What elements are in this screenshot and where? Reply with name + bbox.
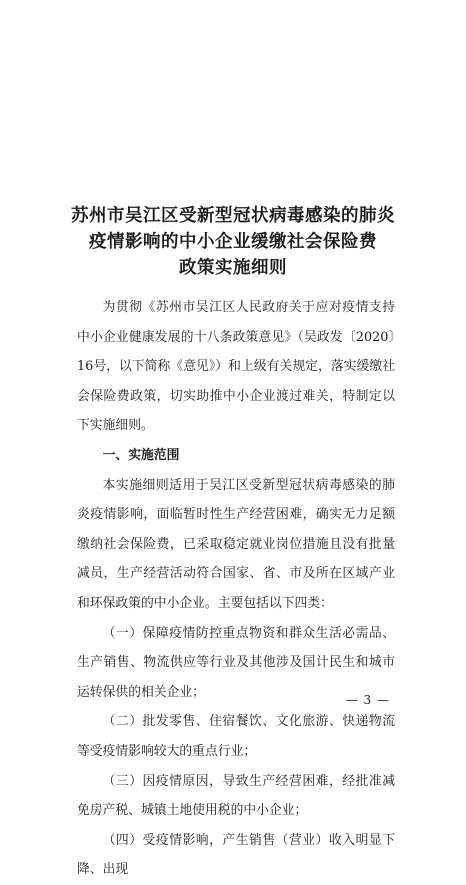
scope-item-3: （三）因疫情原因，导致生产经营困难，经批准减免房产税、城镇土地使用税的中小企业； xyxy=(77,773,395,819)
document-title xyxy=(40,203,426,281)
section-heading-scope: 一、实施范围 xyxy=(102,447,180,463)
document-body xyxy=(77,293,395,885)
scope-item-4: （四）受疫情影响，产生销售（营业）收入明显下降、出现 xyxy=(77,832,395,878)
title-line-2: 疫情影响的中小企业缓缴社会保险费 xyxy=(89,232,377,252)
intro-paragraph: 为贯彻《苏州市吴江区人民政府关于应对疫情支持中小企业健康发展的十八条政策意见》（吴政发〔2020〕16号，以下简称《意见》）和上级有关规定，落实缓缴社会保险费政策，切实助推中小企业渡过难关，特制定以下实施细则。 xyxy=(77,300,395,434)
page-number: — 3 — xyxy=(345,693,390,707)
scope-paragraph: 本实施细则适用于吴江区受新型冠状病毒感染的肺炎疫情影响，面临暂时性生产经营困难，确实无力足额缴纳社会保险费，已采取稳定就业岗位措施且没有批量减员，生产经营活动符合国家、省、市及所在区域产业和环保政策的中小企业。主要包括以下四类： xyxy=(77,477,395,611)
scope-item-2: （二）批发零售、住宿餐饮、文化旅游、快递物流等受疫情影响较大的重点行业； xyxy=(77,714,395,759)
scope-item-1: （一）保障疫情防控重点物资和群众生活必需品、生产销售、物流供应等行业及其他涉及国计民生和城市运转保供的相关企业； xyxy=(77,625,395,700)
title-line-1: 苏州市吴江区受新型冠状病毒感染的肺炎 xyxy=(71,206,395,226)
title-line-3: 政策实施细则 xyxy=(179,258,287,278)
